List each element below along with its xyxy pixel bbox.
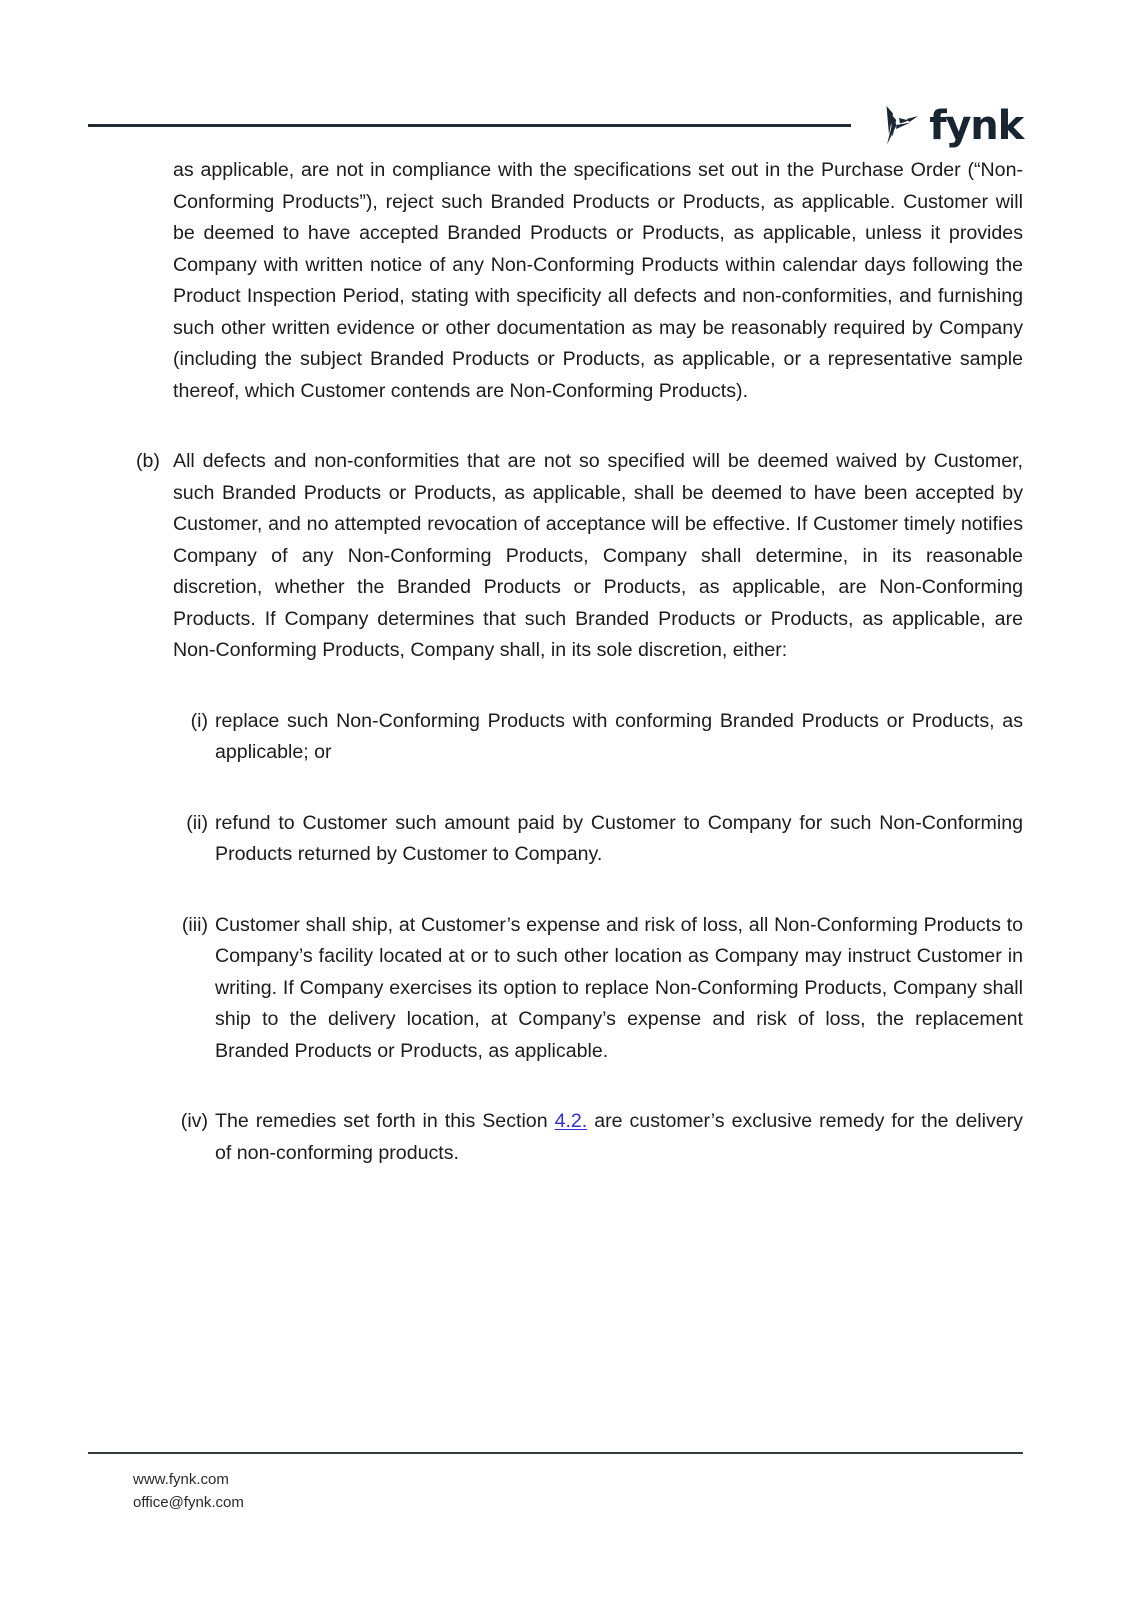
subclause-iv-text	[215, 1106, 1023, 1169]
clause-b-body	[173, 446, 1023, 667]
subclause-i-marker: (i)	[190, 709, 208, 732]
subclause-iii-marker: (iii)	[181, 913, 208, 936]
section-reference-link[interactable]: 4.2.	[554, 1110, 588, 1132]
subclause-iv-text-after: are customer’s exclusive remedy for the delivery of non-conforming products.	[215, 1110, 1023, 1164]
lead-paragraph: as applicable, are not in compliance with the specifications set out in the Purchase Order (“Non-Conforming Products”), reject such Branded Products or Products, as applicable. Customer will be deemed to have accepted Branded Products or Products, as applicable, unless it provides Company with written notice of any Non-Conforming Products within calendar days following the Product Inspection Period, stating with specificity all defects and non-conformities, and furnishing such other written evidence or other documentation as may be reasonably required by Company (including the subject Branded Products or Products, as applicable, or a representative sample thereof, which Customer contends are Non-Conforming Products).	[173, 159, 1023, 402]
footer-contact	[88, 1454, 1023, 1514]
page-header	[88, 95, 1023, 155]
clause-b	[88, 446, 1023, 667]
clause-b-text: All defects and non-conformities that are not so specified will be deemed waived by Customer, such Branded Products or Products, as applicable, shall be deemed to have been accepted by Customer, and no attempted revocation of acceptance will be effective. If Customer timely notifies Company of any Non-Conforming Products, Company shall determine, in its reasonable discretion, whether the Branded Products or Products, as applicable, are Non-Conforming Products. If Company determines that such Branded Products or Products, as applicable, are Non-Conforming Products, Company shall, in its sole discretion, either:	[173, 450, 1023, 661]
subclause-i-body	[215, 706, 1023, 769]
origami-bird-icon	[873, 104, 919, 146]
subclause-iv-body	[215, 1106, 1023, 1169]
subclause-i	[88, 706, 1023, 769]
header-divider	[88, 124, 851, 127]
subclause-iv-text-before: The remedies set forth in this Section	[215, 1110, 555, 1132]
subclause-iii-body	[215, 910, 1023, 1068]
brand-name: fynk	[929, 103, 1023, 149]
subclause-ii-body	[215, 808, 1023, 871]
subclause-i-text: replace such Non-Conforming Products with conforming Branded Products or Products, as applicable; or	[215, 709, 1023, 763]
footer-email[interactable]: office@fynk.com	[133, 1494, 244, 1511]
subclause-ii-marker: (ii)	[186, 811, 208, 834]
subclause-ii-text: refund to Customer such amount paid by Customer to Company for such Non-Conforming Products returned by Customer to Company.	[215, 811, 1023, 865]
subclause-ii	[88, 808, 1023, 871]
subclause-iv-marker: (iv)	[180, 1110, 208, 1132]
page-footer	[88, 1452, 1023, 1514]
lead-paragraph-block	[88, 155, 1023, 407]
subclause-iv	[88, 1106, 1023, 1169]
footer-website[interactable]: www.fynk.com	[133, 1471, 229, 1488]
clause-b-marker: (b)	[136, 450, 160, 472]
brand-logo	[873, 103, 1023, 149]
subclause-iii	[88, 910, 1023, 1068]
subclause-iii-text: Customer shall ship, at Customer’s expense and risk of loss, all Non-Conforming Products to Company’s facility located at or to such other location as Company may instruct Customer in writing. If Company exercises its option to replace Non-Conforming Products, Company shall ship to the delivery location, at Company’s expense and risk of loss, the replacement Branded Products or Products, as applicable.	[215, 913, 1023, 1062]
document-body	[88, 155, 1023, 1169]
